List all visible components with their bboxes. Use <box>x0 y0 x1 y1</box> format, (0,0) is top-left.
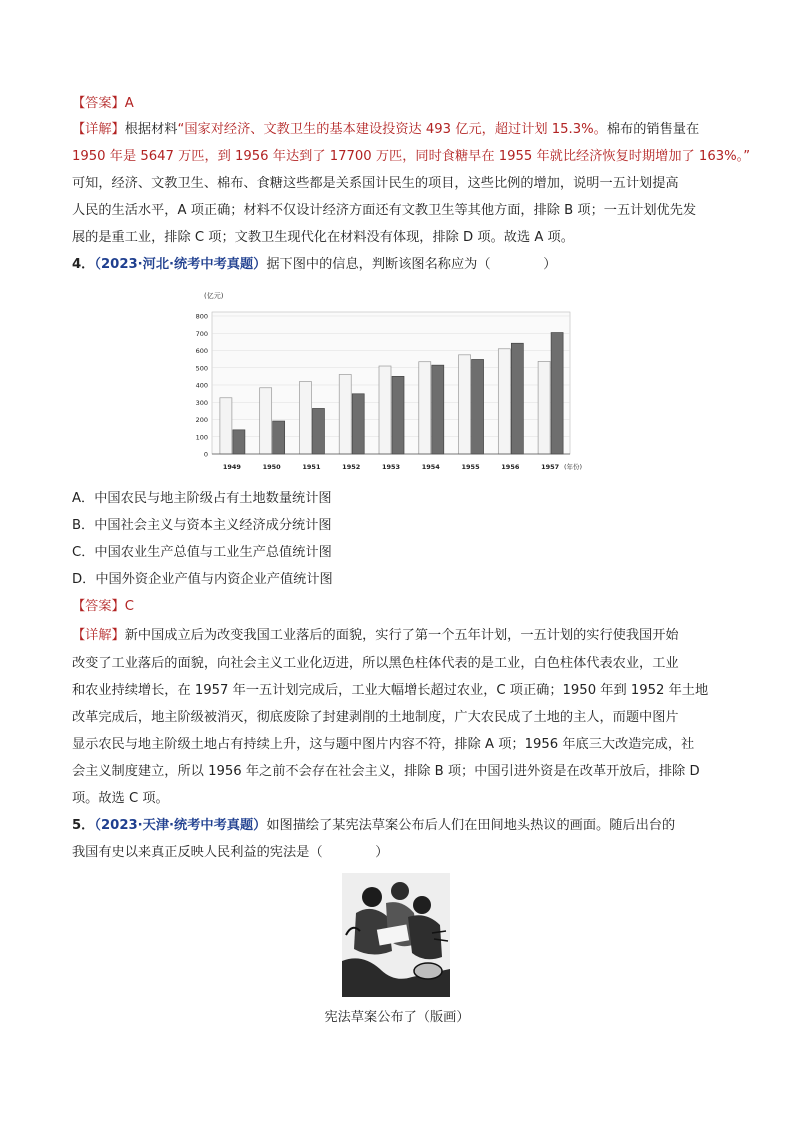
answer-tag: 【答案】 <box>72 96 125 111</box>
option-c[interactable]: C．中国农业生产总值与工业生产总值统计图 <box>72 545 332 560</box>
white-bar <box>419 362 431 454</box>
dark-bar <box>432 365 444 454</box>
dark-bar <box>472 359 484 454</box>
woodcut-illustration <box>342 873 450 997</box>
q4-detail-line-4: 改革完成后，地主阶级被消灭，彻底废除了封建剥削的土地制度，广大农民成了土地的主人，而题中图片 <box>72 710 679 725</box>
x-tick-labels <box>223 463 559 471</box>
detail-quote: “国家对经济、文教卫生的基本建设投资达 493 亿元，超过计划 15.3%。 <box>177 122 607 137</box>
q5-stem-line-2: 我国有史以来真正反映人民利益的宪法是（ ） <box>72 845 389 860</box>
white-bar <box>498 349 510 454</box>
detail-text: 新中国成立后为改变我国工业落后的面貌，实行了第一个五年计划，一五计划的实行使我国开始 <box>124 628 679 643</box>
y-tick-label: 0 <box>203 450 208 459</box>
x-tick-label: 1951 <box>302 463 321 471</box>
bar-chart <box>190 288 600 480</box>
y-tick-label: 300 <box>195 398 208 407</box>
q3-detail-line-3: 可知，经济、文教卫生、棉布、食糖这些都是关系国计民生的项目，这些比例的增加，说明一五计划提高 <box>72 176 679 191</box>
dark-bar <box>273 421 285 454</box>
q3-detail-line-1 <box>72 121 732 139</box>
x-tick-label: 1954 <box>421 463 440 471</box>
y-tick-label: 800 <box>195 312 208 321</box>
question-number: 4． <box>72 257 95 272</box>
y-tick-label: 600 <box>195 347 208 355</box>
answer-value: A <box>124 96 134 111</box>
dark-bar <box>551 333 563 454</box>
q5-stem-line-1 <box>72 817 732 835</box>
y-tick-label: 100 <box>195 433 208 442</box>
q3-answer-line <box>72 95 732 113</box>
answer-value: C <box>124 599 134 614</box>
illustration-caption: 宪法草案公布了（版画） <box>324 1010 470 1025</box>
question-stem: 据下图中的信息，判断该图名称应为（ ） <box>266 257 557 272</box>
white-bar <box>220 398 232 454</box>
detail-tag: 【详解】 <box>72 628 125 643</box>
q4-detail-line-1 <box>72 627 732 645</box>
detail-text: 棉布的销售量在 <box>606 122 700 137</box>
x-tick-label: 1957 <box>541 463 560 471</box>
q4-stem <box>72 256 732 274</box>
white-bar <box>379 366 391 454</box>
x-tick-label: 1950 <box>262 463 281 471</box>
q4-detail-line-5: 显示农民与地主阶级土地占有持续上升，这与题中图片内容不符，排除 A 项；1956 年底三大改造完成，社 <box>72 737 695 752</box>
y-tick-label: 400 <box>195 381 208 390</box>
x-tick-label: 1949 <box>222 463 241 471</box>
x-tick-label: 1953 <box>381 463 401 471</box>
q4-detail-line-6: 会主义制度建立，所以 1956 年之前不会存在社会主义，排除 B 项；中国引进外资是在改革开放后，排除 D <box>72 764 700 779</box>
option-b[interactable]: B．中国社会主义与资本主义经济成分统计图 <box>72 518 332 533</box>
q3-detail-line-4: 人民的生活水平，A 项正确；材料不仅设计经济方面还有文教卫生等其他方面，排除 B 项；一五计划优先发 <box>72 203 697 218</box>
q4-detail-line-3: 和农业持续增长，在 1957 年一五计划完成后，工业大幅增长超过农业，C 项正确；1950 年到 1952 年土地 <box>72 683 709 698</box>
white-bar <box>459 355 471 454</box>
x-axis-unit-label: (年份) <box>564 463 583 471</box>
dark-bar <box>312 408 324 454</box>
question-source: （2023·天津·统考中考真题） <box>94 818 267 833</box>
q4-answer-line <box>72 598 732 616</box>
dark-bar <box>392 376 404 454</box>
q4-detail-line-2: 改变了工业落后的面貌，向社会主义工业化迈进，所以黑色柱体代表的是工业，白色柱体代表农业，工业 <box>72 656 679 671</box>
q4-detail-line-7: 项。故选 C 项。 <box>72 791 169 806</box>
y-tick-label: 700 <box>195 329 208 338</box>
question-stem: 如图描绘了某宪法草案公布后人们在田间地头热议的画面。随后出台的 <box>266 818 676 833</box>
y-tick-label: 200 <box>195 416 208 424</box>
detail-tag: 【详解】 <box>72 122 125 137</box>
question-number: 5． <box>72 818 95 833</box>
x-tick-label: 1956 <box>501 463 520 471</box>
option-d[interactable]: D．中国外资企业产值与内资企业产值统计图 <box>72 572 333 587</box>
x-tick-label: 1952 <box>342 463 361 471</box>
x-tick-label: 1955 <box>461 463 480 471</box>
detail-text: 根据材料 <box>124 122 178 137</box>
question-source: （2023·河北·统考中考真题） <box>94 257 267 272</box>
q3-detail-line-5: 展的是重工业，排除 C 项；文教卫生现代化在材料没有体现，排除 D 项。故选 A 项。 <box>72 230 574 245</box>
white-bar <box>538 361 550 454</box>
dark-bar <box>511 343 523 454</box>
answer-tag: 【答案】 <box>72 599 125 614</box>
q3-detail-line-2: 1950 年是 5647 万匹，到 1956 年达到了 17700 万匹，同时食糖早在 1955 年就比经济恢复时期增加了 163%。” <box>72 149 751 164</box>
y-tick-label: 500 <box>195 364 208 373</box>
dark-bar <box>352 394 364 454</box>
white-bar <box>339 374 351 454</box>
y-axis-unit-label: (亿元) <box>204 292 224 300</box>
white-bar <box>299 382 311 454</box>
white-bar <box>260 388 272 454</box>
y-tick-labels <box>196 313 208 459</box>
dark-bar <box>233 430 245 454</box>
option-a[interactable]: A．中国农民与地主阶级占有土地数量统计图 <box>72 491 332 506</box>
